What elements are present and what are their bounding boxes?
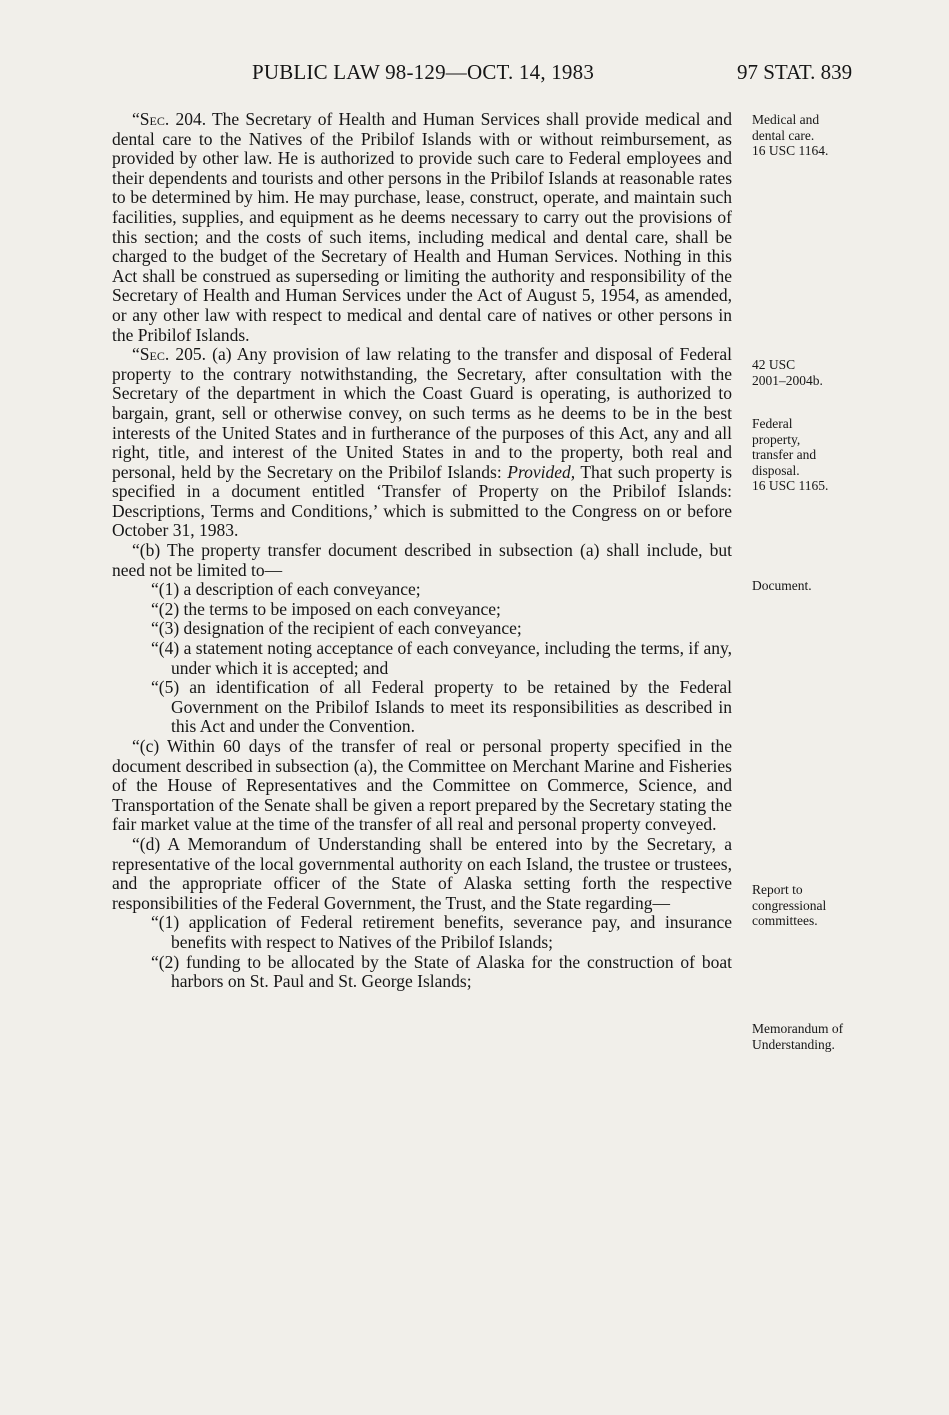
margin-note-document: Document. [752,578,812,593]
section-204: “Sec. 204. The Secretary of Health and Human Services shall provide medical and dental care to the Natives of the Pribilof Islands with or without reimbursement, as provided by other law. He is authorized to provide such care to Federal employees and their dependents and tourists and other persons in the Pribilof Islands at reasonable rates to be determined by him. He may purchase, lease, construct, operate, and maintain such facilities, supplies, and equipment as he deems necessary to carry out the provisions of this section; and the costs of such items, including medical and dental care, shall be charged to the budget of the Secretary of Health and Human Services. Nothing in this Act shall be construed as superseding or limiting the authority and responsibility of the Secretary of Health and Human Services under the Act of August 5, 1954, as amended, or any other law with respect to medical and dental care of natives or other persons in the Pribilof Islands. [112,109,732,345]
margin-note-report: Report to congressional committees. [752,882,827,928]
section-205-a: “Sec. 205. (a) Any provision of law relating to the transfer and disposal of Federal property to the contrary notwithstanding, the Secretary, after consultation with the Secretary of the department in which the Coast Guard is operating, is authorized to bargain, grant, sell or otherwise convey, on such terms as he deems to be in the best interests of the United States and in furtherance of the purposes of this Act, any and all right, title, and interest of the United States in and to the property, both real and personal, held by the Secretary on the Pribilof Islands: Provided, That such property is specified in a document entitled ‘Transfer of Property on the Pribilof Islands: Descriptions, Terms and Conditions,’ which is submitted to the Congress on or before October 31, 1983. [112,344,733,541]
list-item: “(5) an identification of all Federal property to be retained by the Federal Government on the Pribilof Islands to meet its responsibilities as described in this Act and under the Convention. [151,677,732,737]
list-item: “(2) funding to be allocated by the State of Alaska for the construction of boat harbors on St. Paul and St. George Islands; [151,951,732,992]
margin-note-federal-property: Federal property, transfer and disposal. 16 USC 1165. [752,416,829,493]
margin-note-memorandum: Memorandum of Understanding. [752,1021,844,1052]
provided-italic: Provided, [507,461,576,482]
list-item: “(3) designation of the recipient of each conveyance; [151,618,522,639]
list-item: “(2) the terms to be imposed on each conveyance; [151,598,501,619]
list-item: “(1) a description of each conveyance; [151,579,421,600]
list-item: “(1) application of Federal retirement benefits, severance pay, and insurance benefits with respect to Natives of the Pribilof Islands; [151,912,732,952]
section-label: Sec [139,344,165,365]
list-item: “(4) a statement noting acceptance of each conveyance, including the terms, if any, under which it is accepted; and [151,638,732,678]
margin-note-42-usc: 42 USC 2001–2004b. [752,357,823,388]
subsection-c: “(c) Within 60 days of the transfer of real or personal property specified in the document described in subsection (a), the Committee on Merchant Marine and Fisheries of the House of Representatives and the Committee on Commerce, Science, and Transportation of the Senate shall be given a report prepared by the Secretary stating the fair market value at the time of the transfer of all real and personal property conveyed. [112,736,732,835]
margin-note-medical: Medical and dental care. 16 USC 1164. [752,112,829,158]
running-header-title: PUBLIC LAW 98-129—OCT. 14, 1983 [251,60,595,84]
main-text [112,110,732,992]
statute-page-number: 97 STAT. 839 [737,60,853,84]
section-label: Sec [139,109,165,129]
subsection-b: “(b) The property transfer document described in subsection (a) shall include, but need not be limited to— [112,540,732,580]
subsection-d: “(d) A Memorandum of Understanding shall be entered into by the Secretary, a representative of the local governmental authority on each Island, the trustee or trustees, and the appropriate officer of the State of Alaska setting forth the respective responsibilities of the Federal Government, the Trust, and the State regarding— [112,833,732,913]
